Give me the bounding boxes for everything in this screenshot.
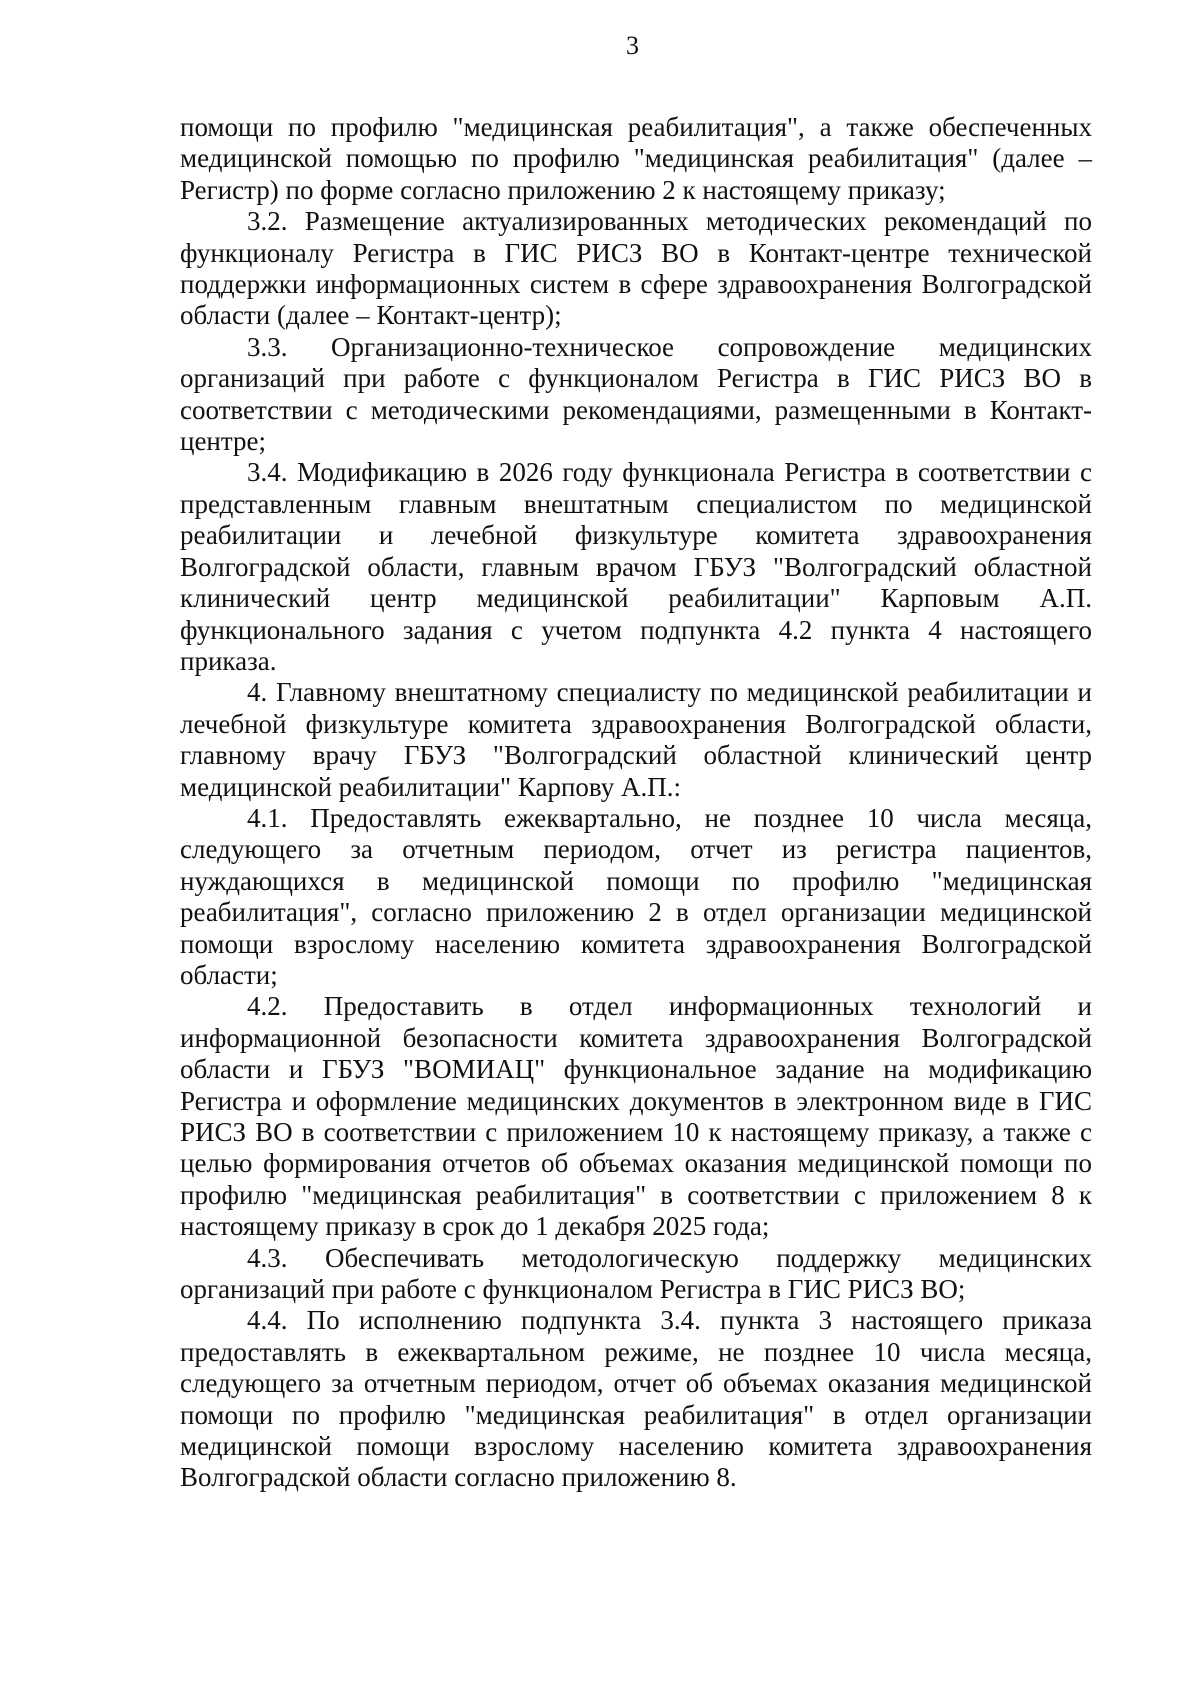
paragraph-4-4: 4.4. По исполнению подпункта 3.4. пункта 3 настоящего приказа предоставлять в ежеквартальном режиме, не позднее 10 числа месяца, следующего за отчетным периодом, отчет об объемах оказания медицинской помощи по профилю "медицинская реабилитация" в отдел организации медицинской помощи взрослому населению комитета здравоохранения Волгоградской области согласно приложению 8.: [180, 1305, 1092, 1493]
document-body: [180, 112, 1092, 1494]
paragraph-3-4: 3.4. Модификацию в 2026 году функционала Регистра в соответствии с представленным главным внештатным специалистом по медицинской реабилитации и лечебной физкультуре комитета здравоохранения Волгоградской области, главным врачом ГБУЗ "Волгоградский областной клинический центр медицинской реабилитации" Карповым А.П. функционального задания с учетом подпункта 4.2 пункта 4 настоящего приказа.: [180, 457, 1092, 676]
paragraph-continuation: помощи по профилю "медицинская реабилитация", а также обеспеченных медицинской помощью по профилю "медицинская реабилитация" (далее – Регистр) по форме согласно приложению 2 к настоящему приказу;: [180, 112, 1092, 205]
paragraph-4-1: 4.1. Предоставлять ежеквартально, не позднее 10 числа месяца, следующего за отчетным периодом, отчет из регистра пациентов, нуждающихся в медицинской помощи по профилю "медицинская реабилитация", согласно приложению 2 в отдел организации медицинской помощи взрослому населению комитета здравоохранения Волгоградской области;: [180, 802, 1092, 990]
paragraph-3-3: 3.3. Организационно-техническое сопровождение медицинских организаций при работе с функционалом Регистра в ГИС РИСЗ ВО в соответствии с методическими рекомендациями, размещенными в Контакт-центре;: [180, 331, 1092, 457]
page-number: 3: [626, 31, 639, 60]
paragraph-4: 4. Главному внештатному специалисту по медицинской реабилитации и лечебной физкультуре комитета здравоохранения Волгоградской области, главному врачу ГБУЗ "Волгоградский областной клинический центр медицинской реабилитации" Карпову А.П.:: [180, 677, 1092, 802]
paragraph-4-2: 4.2. Предоставить в отдел информационных технологий и информационной безопасности комитета здравоохранения Волгоградской области и ГБУЗ "ВОМИАЦ" функциональное задание на модификацию Регистра и оформление медицинских документов в электронном виде в ГИС РИСЗ ВО в соответствии с приложением 10 к настоящему приказу, а также с целью формирования отчетов об объемах оказания медицинской помощи по профилю "медицинская реабилитация" в соответствии с приложением 8 к настоящему приказу в срок до 1 декабря 2025 года;: [180, 991, 1092, 1242]
paragraph-4-3: 4.3. Обеспечивать методологическую поддержку медицинских организаций при работе с функционалом Регистра в ГИС РИСЗ ВО;: [180, 1242, 1092, 1305]
paragraph-3-2: 3.2. Размещение актуализированных методических рекомендаций по функционалу Регистра в ГИС РИСЗ ВО в Контакт-центре технической поддержки информационных систем в сфере здравоохранения Волгоградской области (далее – Контакт-центр);: [180, 206, 1092, 331]
